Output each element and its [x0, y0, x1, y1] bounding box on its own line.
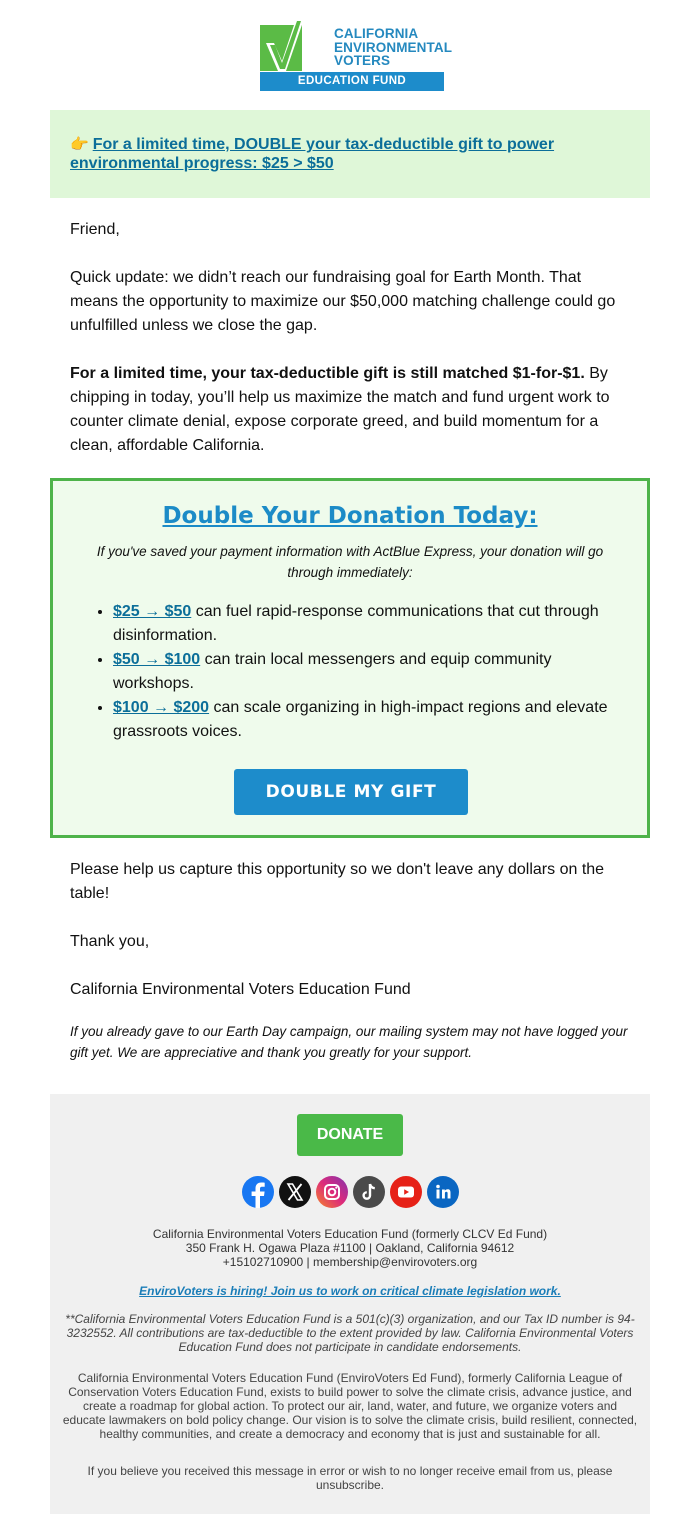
donation-item-text: can fuel rapid-response communications that cut through disinformation. — [113, 603, 599, 644]
double-my-gift-button[interactable]: DOUBLE MY GIFT — [234, 769, 468, 815]
logo-line-2: ENVIRONMENTAL — [334, 39, 453, 55]
donation-box-title[interactable]: Double Your Donation Today: — [162, 503, 538, 529]
thank-you — [70, 930, 630, 954]
donation-amount-link[interactable]: $100 → $200 — [113, 699, 210, 716]
footer — [50, 1094, 650, 1514]
signature-text: California Environmental Voters Education Fund — [70, 981, 411, 998]
paragraph-2-bold: For a limited time, your tax-deductible gift is still matched $1-for-$1. — [70, 365, 585, 382]
logo-line-3: VOTERS — [334, 53, 391, 68]
hiring-link[interactable]: EnviroVoters is hiring! Join us to work on critical climate legislation work. — [139, 1284, 561, 1298]
postscript-text: If you already gave to our Earth Day campaign, our mailing system may not have logged your gift yet. We are appreciative and thank you greatly for your support. — [70, 1024, 628, 1060]
donation-item-text: can scale organizing in high-impact regions and elevate grassroots voices. — [113, 699, 608, 740]
social-links — [242, 1176, 462, 1208]
logo-line-1: CALIFORNIA — [334, 26, 419, 41]
linkedin-icon[interactable] — [427, 1176, 459, 1208]
postscript — [70, 1021, 630, 1063]
x-icon[interactable] — [279, 1176, 311, 1208]
promo-banner — [50, 110, 650, 198]
closing-paragraph — [70, 858, 630, 906]
youtube-icon[interactable] — [390, 1176, 422, 1208]
donation-item — [113, 600, 623, 648]
paragraph-1 — [70, 266, 630, 338]
greeting-text: Friend, — [70, 221, 120, 238]
donation-amount-link[interactable]: $50 → $100 — [113, 651, 201, 668]
facebook-icon[interactable] — [242, 1176, 274, 1208]
donation-item — [113, 696, 623, 744]
footer-contact-line[interactable]: +15102710900 | membership@envirovoters.org — [222, 1255, 478, 1269]
closing-paragraph-text: Please help us capture this opportunity so we don't leave any dollars on the table! — [70, 861, 605, 902]
unsubscribe-notice[interactable]: If you believe you received this message in error or wish to no longer receive email from us, please unsubscribe. — [87, 1464, 613, 1492]
tiktok-icon[interactable] — [353, 1176, 385, 1208]
tax-disclaimer: **California Environmental Voters Education Fund is a 501(c)(3) organization, and our Tax ID number is 94-3232552. All contributions are tax-deductible to the extent provided by law. California Environmental Voters Education Fund does not participate in candidate endorsements. — [65, 1312, 635, 1354]
mission-statement: California Environmental Voters Education Fund (EnviroVoters Ed Fund), formerly California League of Conservation Voters Education Fund, exists to build power to solve the climate crisis, advance justice, and create a roadmap for global action. To protect our air, land, water, and future, we organize voters and educate lawmakers on bold policy change. Our vision is to solve the climate crisis, build resilient, connected, healthy communities, and create a democracy and economy that is just and sustainable for all. — [62, 1371, 638, 1441]
donation-amount-list — [93, 600, 623, 744]
double-donation-box — [50, 478, 650, 838]
thank-you-text: Thank you, — [70, 933, 150, 950]
donation-item — [113, 648, 623, 696]
paragraph-2 — [70, 362, 630, 458]
paragraph-2-rest: By chipping in today, you’ll help us maximize the match and fund urgent work to counter climate denial, expose corporate greed, and build momentum for a clean, affordable California. — [70, 365, 610, 454]
footer-address — [60, 1227, 640, 1269]
donation-item-text: can train local messengers and equip community workshops. — [113, 651, 552, 692]
logo-wordmark — [334, 26, 453, 68]
donation-amount-link[interactable]: $25 → $50 — [113, 603, 192, 620]
instagram-icon[interactable] — [316, 1176, 348, 1208]
hiring-notice — [60, 1284, 640, 1298]
promo-banner-link[interactable]: For a limited time, DOUBLE your tax-deductible gift to power environmental progress: $25 > $50 — [70, 136, 555, 172]
signature — [70, 978, 630, 1002]
paragraph-1-text: Quick update: we didn’t reach our fundraising goal for Earth Month. That means the opportunity to maximize our $50,000 matching challenge could go unfulfilled unless we close the gap. — [70, 269, 616, 334]
actblue-note: If you've saved your payment information with ActBlue Express, your donation will go through immediately: — [96, 544, 604, 580]
footer-address-line: 350 Frank H. Ogawa Plaza #1100 | Oakland, California 94612 — [185, 1241, 515, 1255]
pointing-hand-icon: 👉 — [70, 136, 89, 153]
footer-org-line: California Environmental Voters Education Fund (formerly CLCV Ed Fund) — [152, 1227, 548, 1241]
org-logo[interactable] — [258, 13, 453, 93]
donate-button[interactable]: DONATE — [297, 1114, 403, 1156]
checkmark-logo-icon — [258, 17, 328, 71]
greeting — [70, 218, 630, 242]
logo-education-fund-bar: EDUCATION FUND — [260, 72, 444, 91]
